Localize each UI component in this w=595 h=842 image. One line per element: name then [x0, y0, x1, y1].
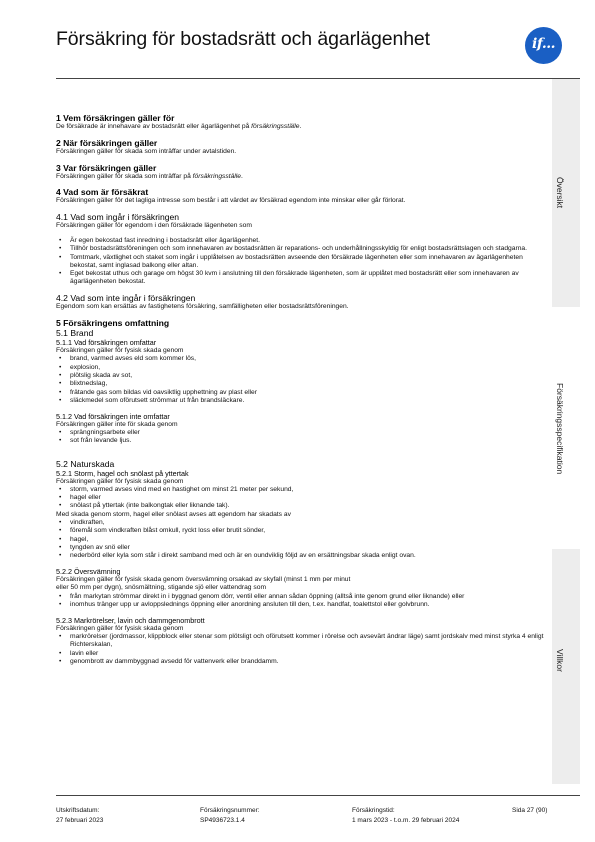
list-item: • plötslig skada av sot, — [56, 372, 546, 380]
tab-villkor-label: Villkor — [555, 649, 565, 672]
list-item: • snölast på yttertak (inte balkongtak eller liknande tak). — [56, 502, 546, 510]
footer-print-date-label: Utskriftsdatum: — [56, 807, 100, 814]
section-4-2-heading: 4.2 Vad som inte ingår i försäkringen — [56, 293, 196, 304]
tab-forsakringsspecifikation[interactable] — [552, 307, 580, 549]
section-5-1-2-list — [56, 429, 546, 446]
footer-divider — [56, 795, 580, 796]
section-5-1-1-list — [56, 355, 546, 405]
section-5-2-3-intro: Försäkringen gäller för fysisk skada genom — [56, 624, 184, 632]
list-item: • genombrott av dammbyggnad avsedd för vattenverk eller branddamm. — [56, 658, 546, 666]
footer-page-number: Sida 27 (90) — [512, 807, 548, 814]
section-3-heading: 3 Var försäkringen gäller — [56, 162, 157, 173]
section-5-2-1-list — [56, 486, 546, 511]
list-item: • blixtnedslag, — [56, 380, 546, 388]
list-item: • frätande gas som bildas vid oavsiktlig upphettning av plast eller — [56, 389, 546, 397]
list-item: • Eget bekostat uthus och garage om högst 30 kvm i anslutning till den försäkrade lägenheten, som är upplåtet med bostadsrätt eller som innehavaren av ägarlägenheten bekostat. — [56, 270, 546, 287]
footer-print-date — [56, 806, 103, 825]
tab-oversikt-label: Översikt — [555, 177, 565, 209]
section-4-text: Försäkringen gäller för det lagliga intresse som består i att värdet av försäkrad egendom inte minskar eller går förlorat. — [56, 197, 406, 205]
footer-policy-number — [200, 806, 260, 825]
list-item: • från markytan strömmar direkt in i byggnad genom dörr, ventil eller annan sådan öppning (alltså inte genom grund eller liknande) eller — [56, 593, 546, 601]
section-5-2-1-intro-2: Med skada genom storm, hagel eller snölast avses att egendom har skadats av — [56, 510, 291, 518]
section-5-1-1-heading: 5.1.1 Vad försäkringen omfattar — [56, 338, 157, 348]
list-item: • hagel eller — [56, 494, 546, 502]
list-item: • nederbörd eller kyla som står i direkt samband med och är en oundviklig följd av en ersättningsbar skada enligt ovan. — [56, 552, 546, 560]
section-3-text: Försäkringen gäller för skada som inträffar på försäkringsställe. — [56, 172, 243, 180]
section-5-1-1-intro: Försäkringen gäller för fysisk skada genom — [56, 347, 184, 355]
list-item: • Tillhör bostadsrättsföreningen och som innehavaren av bostadsrätten är reparations- och underhållningsskyldig för enligt bostadsrättslagen och stadgarna. — [56, 245, 546, 253]
list-item: • Tomtmark, växtlighet och staket som ingår i upplåtelsen av bostadsrätten avseende den försäkrade lägenheten eller som innehavaren av ägarlägenheten bekostat, samt inglasad balkong eller altan. — [56, 254, 546, 271]
document-body — [56, 113, 546, 666]
section-5-2-heading: 5.2 Naturskada — [56, 458, 115, 469]
section-5-1-2-heading: 5.1.2 Vad försäkringen inte omfattar — [56, 411, 170, 421]
list-item: • markrörelser (jordmassor, klippblock eller stenar som plötsligt och oförutsett kommer i rörelse och avsevärt ändrar läge) samt jordskalv med minst styrka 4 enligt Richterskalan, — [56, 633, 546, 650]
section-5-1-heading: 5.1 Brand — [56, 328, 94, 339]
footer-print-date-value: 27 februari 2023 — [56, 816, 104, 824]
list-item: • brand, varmed avses eld som kommer lös, — [56, 355, 546, 363]
section-5-1-2-intro: Försäkringen gäller inte för skada genom — [56, 420, 178, 428]
list-item: • tyngden av snö eller — [56, 544, 546, 552]
list-item: • lavin eller — [56, 650, 546, 658]
section-1-text: De försäkrade är innehavare av bostadsrätt eller ägarlägenhet på försäkringsställe. — [56, 123, 302, 130]
list-item: • föremål som vindkraften blåst omkull, ryckt loss eller brutit sönder, — [56, 527, 546, 535]
section-5-heading: 5 Försäkringens omfattning — [56, 318, 170, 329]
section-4-heading: 4 Vad som är försäkrat — [56, 187, 149, 198]
footer-policy-period — [352, 806, 459, 825]
section-4-1-list — [56, 237, 546, 287]
section-2-heading: 2 När försäkringen gäller — [56, 137, 158, 148]
section-5-2-2-heading: 5.2.2 Översvämning — [56, 567, 121, 576]
list-item: • Är egen bekostad fast inredning i bostadsrätt eller ägarlägenhet. — [56, 237, 546, 245]
section-5-2-2-line-1: Försäkringen gäller för fysisk skada genom översvämning orsakad av skyfall (minst 1 mm per minut — [56, 576, 351, 583]
list-item: • vindkraften, — [56, 519, 546, 527]
section-4-2-text: Egendom som kan ersättas av fastighetens försäkring, samfälligheten eller bostadsrättsföreningen. — [56, 303, 349, 311]
logo-text: if... — [532, 36, 555, 52]
section-5-2-3-heading: 5.2.3 Markrörelser, lavin och dammgenombrott — [56, 615, 205, 625]
section-5-2-1-list-2 — [56, 519, 546, 560]
list-item: • sot från levande ljus. — [56, 437, 546, 445]
list-item: • inomhus tränger upp ur avloppslednings öppning eller anordning ansluten till den, t.ex. handfat, toalettstol eller golvbrunn. — [56, 601, 546, 609]
if-logo — [525, 27, 562, 64]
list-item: • hagel, — [56, 536, 546, 544]
section-4-1-heading: 4.1 Vad som ingår i försäkringen — [56, 212, 180, 223]
page-title: Försäkring för bostadsrätt och ägarlägenhet — [56, 28, 430, 50]
list-item: • storm, varmed avses vind med en hastighet om minst 21 meter per sekund, — [56, 486, 546, 494]
list-item: • explosion, — [56, 364, 546, 372]
list-item: • släckmedel som oförutsett strömmar ut från brandsläckare. — [56, 397, 546, 405]
section-1-heading: 1 Vem försäkringen gäller för — [56, 113, 175, 123]
section-4-1-intro: Försäkringen gäller för egendom i den försäkrade lägenheten som — [56, 222, 252, 230]
tab-forsakringsspecifikation-label: Försäkringsspecifikation — [555, 383, 565, 475]
footer-policy-number-value: SP4936723.1.4 — [200, 816, 245, 824]
footer-policy-number-label: Försäkringsnummer: — [200, 807, 260, 814]
section-5-2-2-list — [56, 593, 546, 610]
tab-oversikt[interactable] — [552, 79, 580, 307]
footer-policy-period-value: 1 mars 2023 - t.o.m. 29 februari 2024 — [352, 816, 460, 824]
section-2-text: Försäkringen gäller för skada som inträffar under avtalstiden. — [56, 147, 237, 155]
tab-villkor[interactable] — [552, 549, 580, 784]
list-item: • sprängningsarbete eller — [56, 429, 546, 437]
footer-policy-period-label: Försäkringstid: — [352, 807, 395, 814]
section-5-2-3-list — [56, 633, 546, 666]
section-5-2-1-heading: 5.2.1 Storm, hagel och snölast på yttertak — [56, 468, 189, 478]
header-divider — [56, 78, 580, 79]
section-5-2-2-line-2: eller 50 mm per dygn), snösmältning, stigande sjö eller vattendrag som — [56, 584, 267, 592]
section-5-2-1-intro: Försäkringen gäller för fysisk skada genom — [56, 477, 184, 485]
